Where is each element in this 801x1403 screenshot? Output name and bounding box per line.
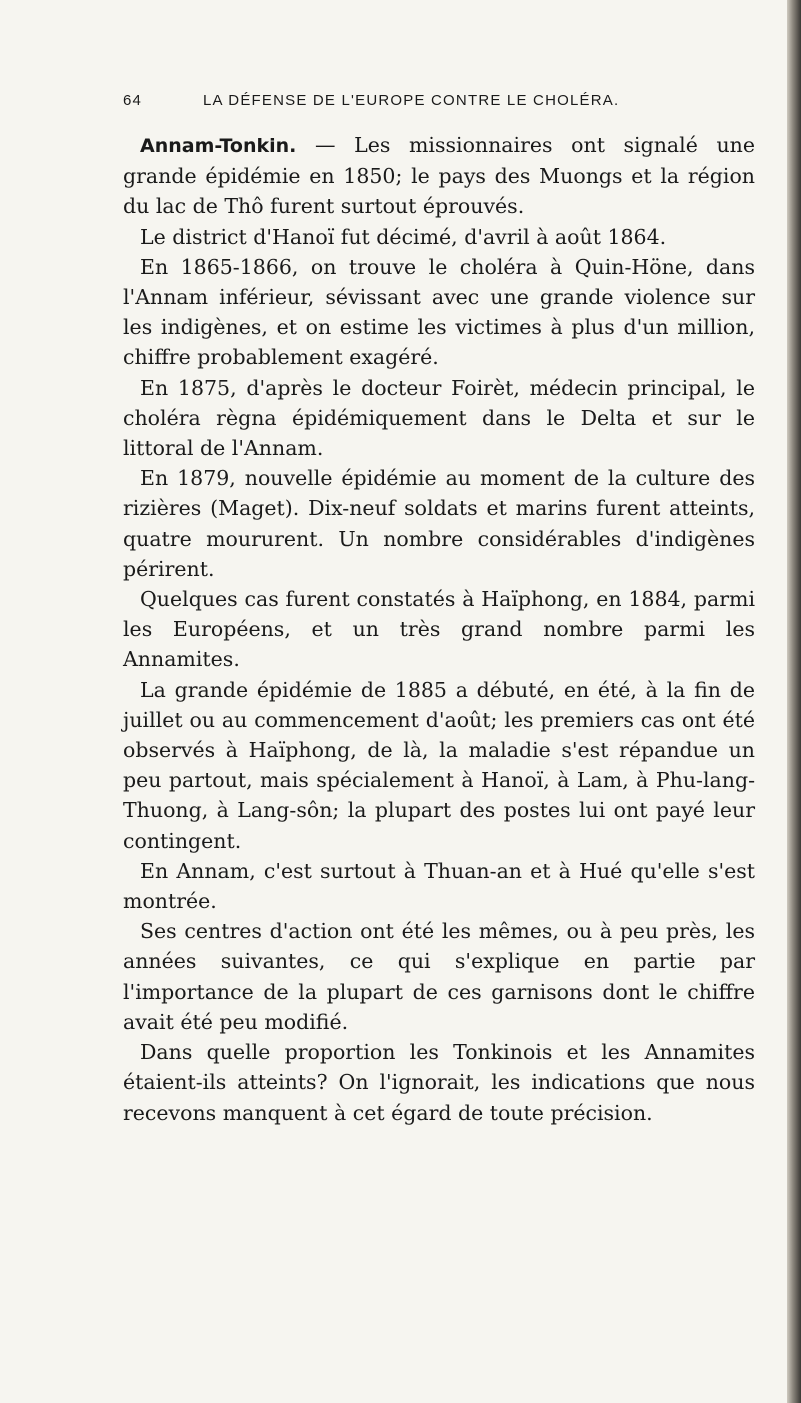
paragraph-2: Le district d'Hanoï fut décimé, d'avril à août 1864. — [140, 224, 667, 249]
paragraph-4: En 1875, d'après le docteur Foirèt, médecin principal, le choléra règna épidémiquement dans le Delta et sur le littoral de l'Annam. — [123, 375, 755, 461]
running-header — [123, 92, 755, 116]
paragraph-7: La grande épidémie de 1885 a débuté, en été, à la fin de juillet ou au commencement d'août; les premiers cas ont été observés à Haïphong, de là, la maladie s'est répandue un peu partout, mais spécialement à Hanoï, à Lam, à Phu-lang-Thuong, à Lang-sôn; la plupart des postes lui ont payé leur contingent. — [123, 677, 755, 853]
section-lead-heading: Annam-Tonkin. — [140, 135, 297, 157]
paragraph-3: En 1865-1866, on trouve le choléra à Quin-Höne, dans l'Annam inférieur, sévissant avec une grande violence sur les indigènes, et on estime les victimes à plus d'un million, chiffre probablement exagéré. — [123, 254, 755, 370]
paragraph-9: Ses centres d'action ont été les mêmes, ou à peu près, les années suivantes, ce qui s'explique en partie par l'importance de la plupart de ces garnisons dont le chiffre avait été peu modifié. — [123, 919, 755, 1034]
paragraph-10: Dans quelle proportion les Tonkinois et les Annamites étaient-ils atteints? On l'ignorait, les indications que nous recevons manquent à cet égard de toute précision. — [123, 1040, 755, 1125]
body-text — [123, 130, 755, 1128]
paragraph-1-text: — Les missionnaires ont signalé une grande épidémie en 1850; le pays des Muongs et la région du lac de Thô furent surtout éprouvés. — [123, 133, 755, 219]
page-edge-shadow — [787, 0, 801, 1403]
paragraph-8: En Annam, c'est surtout à Thuan-an et à Hué qu'elle s'est montrée. — [123, 858, 755, 914]
paragraph-6: Quelques cas furent constatés à Haïphong, en 1884, parmi les Européens, et un très grand nombre parmi les Annamites. — [123, 587, 755, 672]
page-number: 64 — [123, 92, 143, 109]
running-title: LA DÉFENSE DE L'EUROPE CONTRE LE CHOLÉRA. — [203, 92, 620, 109]
paragraph-5: En 1879, nouvelle épidémie au moment de la culture des rizières (Maget). Dix-neuf soldats et marins furent atteints, quatre moururent. Un nombre considérables d'indigènes périrent. — [123, 466, 755, 581]
paragraph-1 — [123, 130, 755, 222]
